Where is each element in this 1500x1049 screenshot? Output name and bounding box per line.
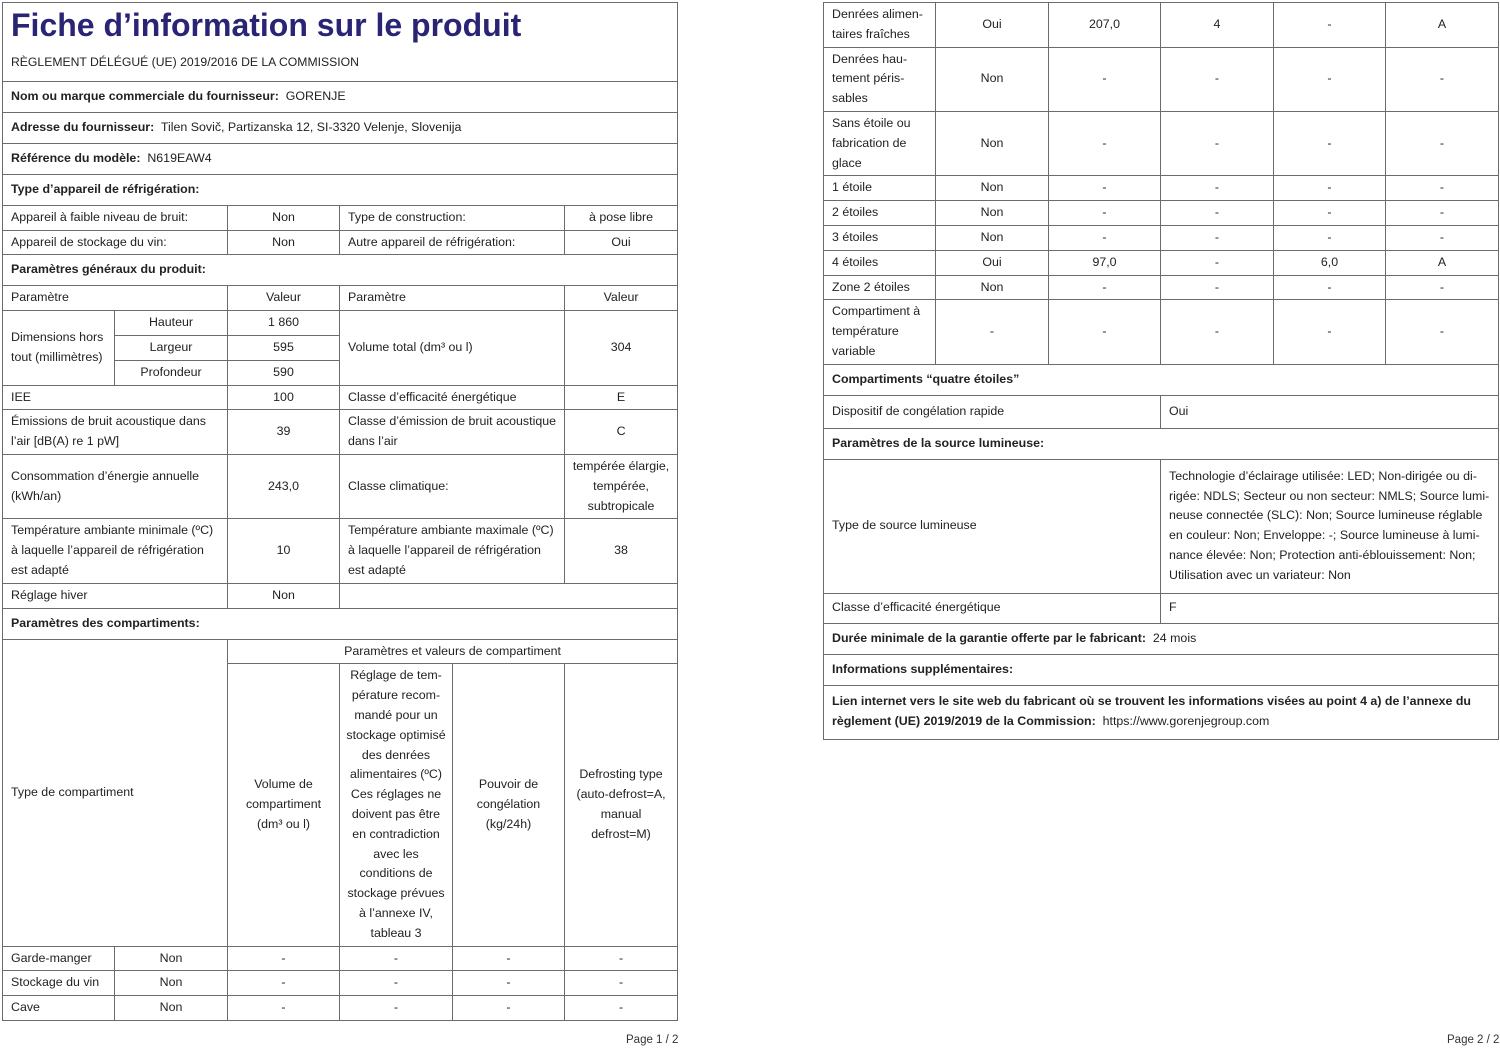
page-2 [823,2,1498,740]
website-link[interactable]: https://www.gorenjegroup.com [1102,714,1270,729]
table-row [824,201,1499,226]
compartment-name: Stockage du vin [3,971,115,996]
low-noise-value: Non [228,205,340,230]
compartment-name: 1 étoile [824,176,936,201]
table-row [824,111,1499,175]
compartment-name: Zone 2 étoiles [824,275,936,300]
wine-appliance-label: Appareil de stockage du vin: [3,230,228,255]
compartments-heading: Paramètres des compartiments: [3,608,678,639]
compartment-freeze: - [1274,201,1386,226]
header-cell [3,3,678,82]
light-energy-class-value: F [1161,593,1499,623]
compartment-temp: 4 [1161,3,1274,48]
defrost-column-header: Defrosting type (auto-defrost=A, manual defrost=M) [565,664,678,946]
model-label: Référence du modèle: [11,150,141,165]
climate-class-label: Classe climatique: [340,454,565,518]
compartment-defrost: - [1386,300,1499,364]
compartment-volume: - [1049,275,1161,300]
climate-class-value: tempérée élargie, tempérée, subtropicale [565,454,678,518]
compartment-name: Denrées alimentaires fraîches [824,3,936,48]
light-type-label: Type de source lumineuse [824,459,1161,593]
compartment-defrost: - [565,996,678,1021]
compartment-freeze: - [1274,3,1386,48]
product-info-table-page-1 [2,2,678,1021]
annual-energy-label: Consommation d’énergie annuelle (kWh/an) [3,454,228,518]
compartment-defrost: - [1386,47,1499,111]
compartment-volume: - [1049,300,1161,364]
compartment-defrost: - [1386,225,1499,250]
compartment-present: - [936,300,1049,364]
compartment-volume: - [1049,201,1161,226]
value-column-header: Valeur [228,286,340,311]
compartment-present: Non [115,971,228,996]
noise-emission-label: Émissions de bruit acoustique dans l’air [dB(A) re 1 pW] [3,410,228,455]
compartment-type-label: Type de compartiment [3,639,228,946]
supplier-value: GORENJE [285,88,346,103]
light-type-value: Technologie d’éclairage utilisée: LED; Non-dirigée ou dirigée: NDLS; Secteur ou non secteur: NMLS; Source lumineuse connectée (SLC): Non; Source lumineuse réglable en couleur: Non; Enveloppe: -; Source lumineuse à luminance élevée: Non; Protection anti-éblouissement: Non; Utilisation avec un variateur: Non [1161,459,1499,593]
compartment-defrost: - [1386,176,1499,201]
compartment-temp: - [1161,111,1274,175]
compartment-freeze: 6,0 [1274,250,1386,275]
compartment-volume: - [228,971,340,996]
compartment-freeze: - [1274,275,1386,300]
warranty-value: 24 mois [1152,630,1197,645]
light-source-heading: Paramètres de la source lumineuse: [824,428,1499,459]
compartment-present: Non [936,225,1049,250]
compartment-temp: - [1161,250,1274,275]
compartment-name: Garde-manger [3,946,115,971]
compartment-defrost: - [1386,111,1499,175]
noise-emission-value: 39 [228,410,340,455]
page-1 [2,2,678,1021]
min-temp-label: Température ambiante minimale (ºC) à laquelle l’appareil de réfrigération est adapté [3,519,228,583]
compartment-defrost: A [1386,250,1499,275]
product-info-table-page-2 [823,2,1499,740]
compartment-temp: - [1161,300,1274,364]
compartment-present: Non [936,47,1049,111]
address-label: Adresse du fournisseur: [11,119,155,134]
compartment-volume: - [228,996,340,1021]
compartment-present: Oui [936,3,1049,48]
compartment-defrost: - [565,946,678,971]
other-appliance-label: Autre appareil de réfrigération: [340,230,565,255]
compartment-defrost: A [1386,3,1499,48]
compartment-temp: - [340,971,453,996]
compartment-temp: - [1161,201,1274,226]
max-temp-value: 38 [565,519,678,583]
compartment-temp: - [340,996,453,1021]
compartment-volume: - [1049,225,1161,250]
param-column-header-2: Paramètre [340,286,565,311]
model-row [3,143,678,174]
height-value: 1 860 [228,311,340,336]
compartment-params-heading: Paramètres et valeurs de compartiment [228,639,678,664]
width-label: Largeur [115,335,228,360]
value-column-header-2: Valeur [565,286,678,311]
website-link-label: Lien internet vers le site web du fabricant où se trouvent les informations visées au point 4 a) de l’annexe du règlement (UE) 2019/2019 de la Commission: [832,694,1471,729]
construction-label: Type de construction: [340,205,565,230]
dimensions-label: Dimensions hors tout (millimètres) [3,311,115,385]
compartment-defrost: - [565,971,678,996]
compartment-name: Sans étoile ou fabrication de glace [824,111,936,175]
compartment-present: Oui [936,250,1049,275]
supplier-label: Nom ou marque commerciale du fournisseur: [11,88,279,103]
compartment-temp: - [1161,47,1274,111]
address-row [3,112,678,143]
four-star-heading: Compartiments “quatre étoiles” [824,364,1499,395]
table-row [824,300,1499,364]
compartment-temp: - [1161,275,1274,300]
total-volume-value: 304 [565,311,678,385]
iee-label: IEE [3,385,228,410]
compartment-present: Non [936,111,1049,175]
min-temp-value: 10 [228,519,340,583]
appliance-type-heading: Type d’appareil de réfrigération: [3,174,678,205]
general-params-heading: Paramètres généraux du produit: [3,255,678,286]
param-column-header: Paramètre [3,286,228,311]
compartment-name: Denrées hautement périssables [824,47,936,111]
compartment-volume: - [1049,47,1161,111]
compartment-freeze: - [1274,176,1386,201]
compartment-freeze: - [453,946,565,971]
table-row [3,996,678,1021]
height-label: Hauteur [115,311,228,336]
regulation-text: RÈGLEMENT DÉLÉGUÉ (UE) 2019/2016 DE LA COMMISSION [11,55,359,69]
table-row [824,250,1499,275]
website-link-row [824,685,1499,739]
compartment-freeze: - [1274,47,1386,111]
temperature-column-header: Réglage de température recommandé pour un stockage optimisé des denrées alimentaires (ºC) Ces réglages ne doivent pas être en contradiction avec les conditions de stockage prévues à l’annexe IV, tableau 3 [340,664,453,946]
compartment-freeze: - [1274,300,1386,364]
energy-class-value: E [565,385,678,410]
compartment-freeze: - [453,971,565,996]
compartment-present: Non [115,996,228,1021]
compartment-volume: 207,0 [1049,3,1161,48]
winter-setting-value: Non [228,583,340,608]
iee-value: 100 [228,385,340,410]
depth-value: 590 [228,360,340,385]
warranty-row [824,623,1499,654]
compartment-temp: - [1161,225,1274,250]
supplier-row [3,81,678,112]
other-appliance-value: Oui [565,230,678,255]
max-temp-label: Température ambiante maximale (ºC) à laquelle l’appareil de réfrigération est adapté [340,519,565,583]
model-value: N619EAW4 [147,150,212,165]
compartment-name: 2 étoiles [824,201,936,226]
fast-freeze-value: Oui [1161,395,1499,428]
table-row [824,47,1499,111]
table-row [3,946,678,971]
compartment-volume: - [1049,176,1161,201]
compartment-volume: 97,0 [1049,250,1161,275]
compartment-temp: - [1161,176,1274,201]
noise-class-label: Classe d’émission de bruit acoustique dans l’air [340,410,565,455]
compartment-freeze: - [453,996,565,1021]
wine-appliance-value: Non [228,230,340,255]
empty-cell [340,583,678,608]
compartment-defrost: - [1386,275,1499,300]
compartment-freeze: - [1274,111,1386,175]
compartment-present: Non [936,176,1049,201]
total-volume-label: Volume total (dm³ ou l) [340,311,565,385]
compartment-name: 3 étoiles [824,225,936,250]
compartment-volume: - [1049,111,1161,175]
compartment-volume: - [228,946,340,971]
table-row [824,3,1499,48]
compartment-present: Non [936,275,1049,300]
warranty-label: Durée minimale de la garantie offerte par le fabricant: [832,630,1146,645]
compartment-temp: - [340,946,453,971]
annual-energy-value: 243,0 [228,454,340,518]
compartment-defrost: - [1386,201,1499,226]
fast-freeze-label: Dispositif de congélation rapide [824,395,1161,428]
table-row [824,176,1499,201]
depth-label: Profondeur [115,360,228,385]
low-noise-label: Appareil à faible niveau de bruit: [3,205,228,230]
compartment-name: Compartiment à température variable [824,300,936,364]
compartment-name: Cave [3,996,115,1021]
compartment-name: 4 étoiles [824,250,936,275]
page-title: Fiche d’information sur le produit [11,7,522,43]
extra-info-heading: Informations supplémentaires: [824,654,1499,685]
construction-value: à pose libre [565,205,678,230]
table-row [824,275,1499,300]
volume-column-header: Volume de compartiment (dm³ ou l) [228,664,340,946]
winter-setting-label: Réglage hiver [3,583,228,608]
compartment-present: Non [936,201,1049,226]
page-2-footer: Page 2 / 2 [1447,1034,1500,1046]
address-value: Tilen Sovič, Partizanska 12, SI-3320 Velenje, Slovenija [160,119,462,134]
light-energy-class-label: Classe d’efficacité énergétique [824,593,1161,623]
noise-class-value: C [565,410,678,455]
freezing-column-header: Pouvoir de congélation (kg/24h) [453,664,565,946]
table-row [824,225,1499,250]
energy-class-label: Classe d’efficacité énergétique [340,385,565,410]
width-value: 595 [228,335,340,360]
compartment-present: Non [115,946,228,971]
table-row [3,971,678,996]
page-1-footer: Page 1 / 2 [626,1034,679,1046]
compartment-freeze: - [1274,225,1386,250]
